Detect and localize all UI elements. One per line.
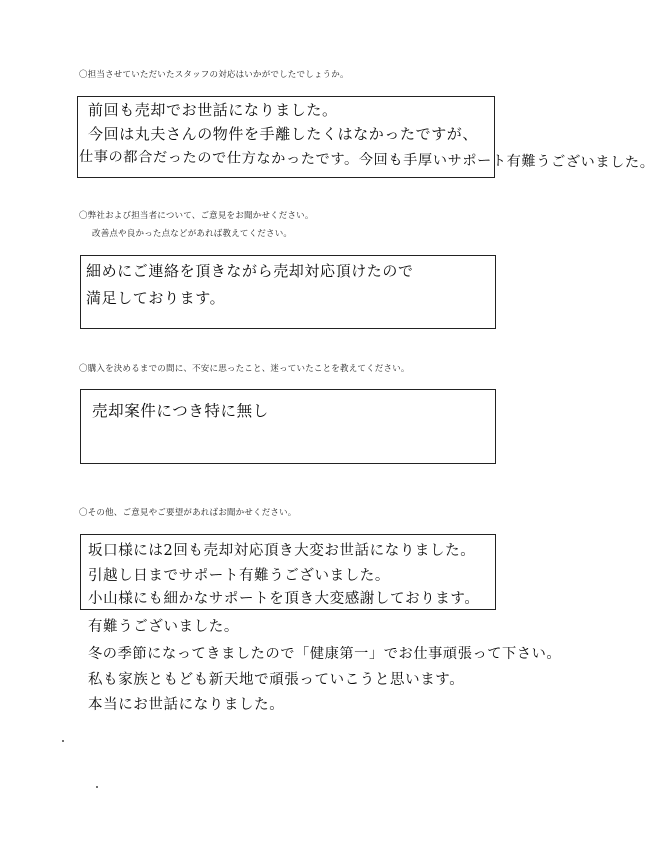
question-2-line-2: 改善点や良かった点などがあれば教えてください。 xyxy=(92,229,293,239)
answer-1-line-2: 今回は丸夫さんの物件を手離したくはなかったですが、 xyxy=(88,125,479,143)
answer-4-line-5: 冬の季節になってきましたので「健康第一」でお仕事頑張って下さい。 xyxy=(88,646,562,662)
question-1: 〇担当させていただいたスタッフの対応はいかがでしたでしょうか。 xyxy=(79,70,349,80)
answer-1-line-1: 前回も売却でお世話になりました。 xyxy=(88,101,338,119)
answer-4-line-4: 有難うございました。 xyxy=(88,619,239,635)
answer-4-line-3: 小山様にも細かなサポートを頂き大変感謝しております。 xyxy=(88,591,480,607)
question-4: 〇その他、ご意見やご要望があればお聞かせください。 xyxy=(79,508,297,518)
scan-speck xyxy=(62,740,64,742)
question-2-line-1: 〇弊社および担当者について、ご意見をお聞かせください。 xyxy=(79,211,314,221)
answer-2-line-2: 満足しております。 xyxy=(86,289,226,307)
answer-4-line-2: 引越し日までサポート有難うございました。 xyxy=(88,568,390,584)
answer-4-line-7: 本当にお世話になりました。 xyxy=(88,697,285,713)
answer-1-line-3: 仕事の都合だったので仕方なかったです。今回も手厚いサポート有難うございました。 xyxy=(78,149,655,172)
question-3: 〇購入を決めるまでの間に、不安に思ったこと、迷っていたことを教えてください。 xyxy=(79,364,410,374)
answer-2-line-1: 細めにご連絡を頂きながら売却対応頂けたので xyxy=(86,262,414,280)
scan-speck xyxy=(96,786,98,788)
answer-3-line-1: 売却案件につき特に無し xyxy=(92,402,269,420)
answer-4-line-6: 私も家族ともども新天地で頑張っていこうと思います。 xyxy=(88,672,465,688)
answer-4-line-1: 坂口様には2回も売却対応頂き大変お世話になりました。 xyxy=(88,543,476,559)
